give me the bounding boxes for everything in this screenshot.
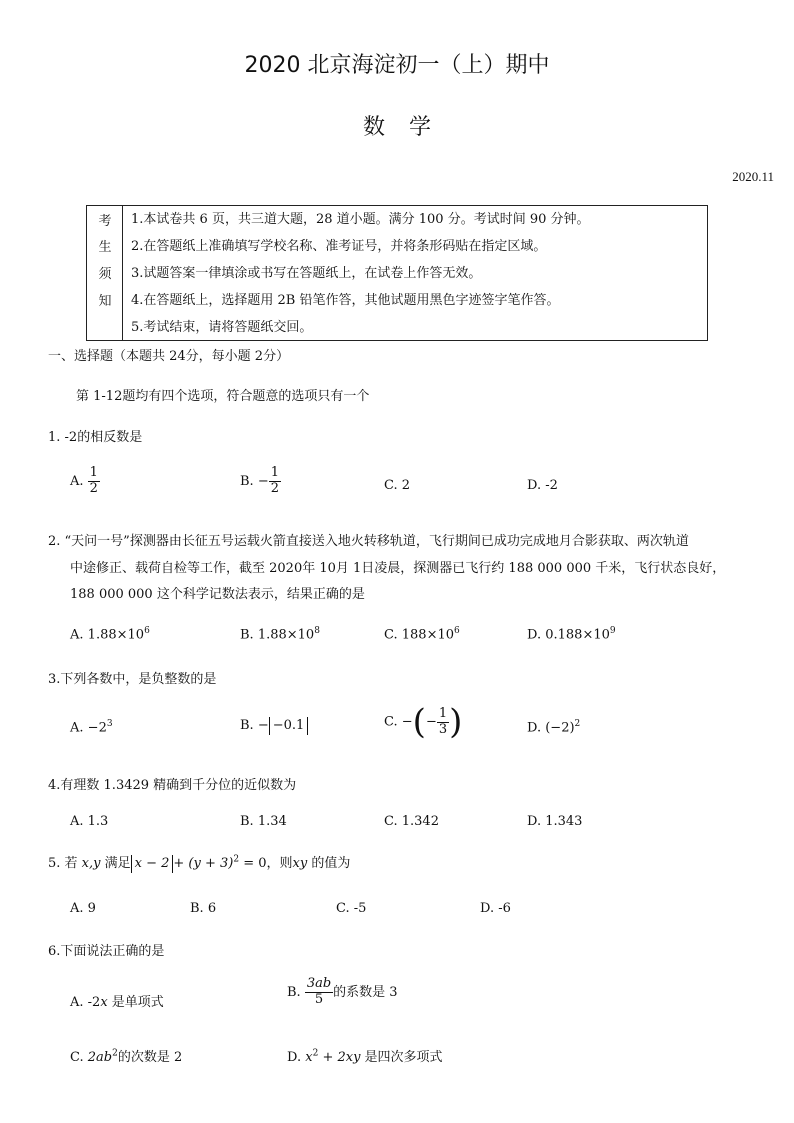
q4-option-d: D. 1.343	[527, 814, 583, 829]
q1-option-c: C. 2	[384, 478, 411, 493]
sci-base: 1.88×10	[87, 627, 145, 643]
notice-item: 2.在答题纸上准确填写学校名称、准考证号，并将条形码贴在指定区域。	[131, 239, 547, 254]
variable: x,y	[81, 856, 101, 871]
option-label: A.	[70, 473, 84, 489]
notice-label-column	[87, 206, 123, 340]
q2-option-c	[384, 626, 460, 642]
exponent: 6	[454, 626, 460, 636]
option-label: D.	[287, 1050, 302, 1065]
exponent: 2	[312, 1048, 319, 1059]
q2-option-a	[70, 626, 150, 642]
variable: xy	[292, 856, 308, 871]
fraction-denominator: 2	[89, 480, 98, 496]
q5-option-b: B. 6	[190, 901, 217, 916]
absolute-value: x − 2	[131, 855, 174, 873]
minus-sign: −	[401, 714, 413, 730]
question-2-line-1: 2. “天问一号”探测器由长征五号运载火箭直接送入地火转移轨道，飞行期间已成功完成地月合影获取、两次轨道	[48, 534, 689, 549]
q1-option-a	[70, 466, 100, 497]
section-heading: 一、选择题（本题共 24分，每小题 2分）	[48, 349, 290, 364]
exponent: 3	[106, 719, 113, 729]
notice-item: 1.本试卷共 6 页，共三道大题，28 道小题。满分 100 分。考试时间 90 分钟。	[131, 212, 590, 227]
q4-option-b: B. 1.34	[240, 814, 287, 829]
q6-option-b	[287, 977, 398, 1008]
option-label: A.	[70, 720, 84, 736]
option-label: D.	[527, 720, 542, 736]
notice-label-char: 生	[98, 240, 112, 255]
question-6-stem: 6.下面说法正确的是	[48, 944, 165, 959]
notice-item: 5.考试结束，请将答题纸交回。	[131, 320, 313, 335]
math-term: + 2xy	[318, 1050, 361, 1065]
question-5-stem	[48, 852, 350, 873]
fraction-numerator: 1	[89, 465, 98, 480]
math-term: + (y + 3)	[173, 856, 234, 871]
notice-label-char: 考	[98, 214, 112, 229]
fraction-numerator: 3ab	[306, 976, 332, 991]
option-text: 是单项式	[107, 995, 164, 1010]
left-paren: (	[412, 702, 426, 742]
notice-label-char: 须	[98, 267, 112, 282]
notice-box	[86, 205, 708, 341]
sci-base: 1.88×10	[257, 627, 315, 643]
fraction-numerator: 1	[438, 705, 448, 721]
question-1-stem: 1. -2的相反数是	[48, 430, 143, 445]
section-instruction: 第 1-12题均有四个选项，符合题意的选项只有一个	[76, 389, 370, 404]
q6-option-d	[287, 1046, 443, 1065]
variable: x	[100, 995, 108, 1010]
q5-option-c: C. -5	[336, 901, 367, 916]
notice-item: 4.在答题纸上，选择题用 2B 铅笔作答，其他试题用黑色字迹签字笔作答。	[131, 293, 560, 308]
exponent: 8	[314, 626, 320, 636]
question-4-stem: 4.有理数 1.3429 精确到千分位的近似数为	[48, 778, 297, 793]
q2-option-b	[240, 626, 320, 642]
question-2-line-3: 188 000 000 这个科学记数法表示，结果正确的是	[70, 587, 365, 602]
option-label: B.	[287, 984, 301, 1000]
exponent: 2	[574, 719, 581, 729]
math-term: = 0	[239, 856, 267, 871]
option-label: B.	[240, 473, 254, 489]
notice-item: 3.试题答案一律填涂或书写在答题纸上，在试卷上作答无效。	[131, 266, 482, 281]
fraction-denominator: 2	[270, 480, 280, 496]
option-label: A.	[70, 627, 84, 643]
option-label: B.	[240, 627, 254, 643]
option-label: B.	[240, 718, 254, 733]
q2-option-d	[527, 626, 616, 642]
power-base: (−2)	[545, 720, 575, 736]
power-base: −2	[87, 720, 107, 736]
exam-date: 2020.11	[732, 169, 774, 184]
q6-option-a	[70, 991, 164, 1010]
q5-option-d: D. -6	[480, 901, 511, 916]
exponent: 2	[233, 854, 240, 865]
q6-option-c	[70, 1046, 182, 1065]
stem-text: 5. 若	[48, 856, 82, 871]
option-label: C.	[384, 627, 398, 643]
monomial: 2ab	[87, 1050, 113, 1065]
right-paren: )	[449, 702, 463, 742]
fraction-numerator: 1	[270, 465, 280, 480]
option-text: A. -2	[70, 995, 101, 1010]
option-text: 的次数是 2	[117, 1050, 183, 1065]
exponent: 6	[144, 626, 150, 636]
minus-sign: −	[257, 718, 269, 733]
option-text: 是四次多项式	[360, 1050, 443, 1065]
sci-base: 0.188×10	[545, 627, 610, 643]
stem-text: 满足	[100, 856, 131, 871]
fraction-denominator: 5	[314, 991, 324, 1007]
absolute-value: −0.1	[269, 717, 309, 735]
stem-text: ，则	[266, 856, 293, 871]
fraction-denominator: 3	[438, 721, 448, 737]
exam-title: 2020 北京海淀初一（上）期中	[244, 53, 550, 78]
option-label: C.	[70, 1050, 84, 1065]
minus-sign: −	[425, 714, 437, 730]
q1-option-b	[240, 466, 281, 497]
subject-title: 数学	[362, 115, 455, 140]
q3-option-b	[240, 717, 308, 735]
exponent: 9	[609, 626, 616, 636]
notice-label-char: 知	[98, 294, 112, 309]
question-3-stem: 3.下列各数中，是负整数的是	[48, 672, 217, 687]
sci-base: 188×10	[401, 627, 455, 643]
q4-option-c: C. 1.342	[384, 814, 439, 829]
minus-sign: −	[257, 473, 269, 489]
exponent: 2	[112, 1048, 118, 1059]
q3-option-d	[527, 719, 580, 735]
q1-option-d: D. -2	[527, 478, 558, 493]
q5-option-a: A. 9	[70, 901, 96, 916]
q3-option-a	[70, 719, 113, 735]
q3-option-c	[384, 702, 463, 742]
option-text: 的系数是 3	[333, 984, 398, 1000]
q4-option-a: A. 1.3	[70, 814, 109, 829]
stem-text: 的值为	[307, 856, 351, 871]
variable: x	[305, 1050, 313, 1065]
question-2-line-2: 中途修正、载荷自检等工作，截至 2020年 10月 1日凌晨，探测器已飞行约 188 000 000 千米，飞行状态良好，	[70, 561, 726, 576]
option-label: C.	[384, 714, 398, 730]
option-label: D.	[527, 627, 542, 643]
